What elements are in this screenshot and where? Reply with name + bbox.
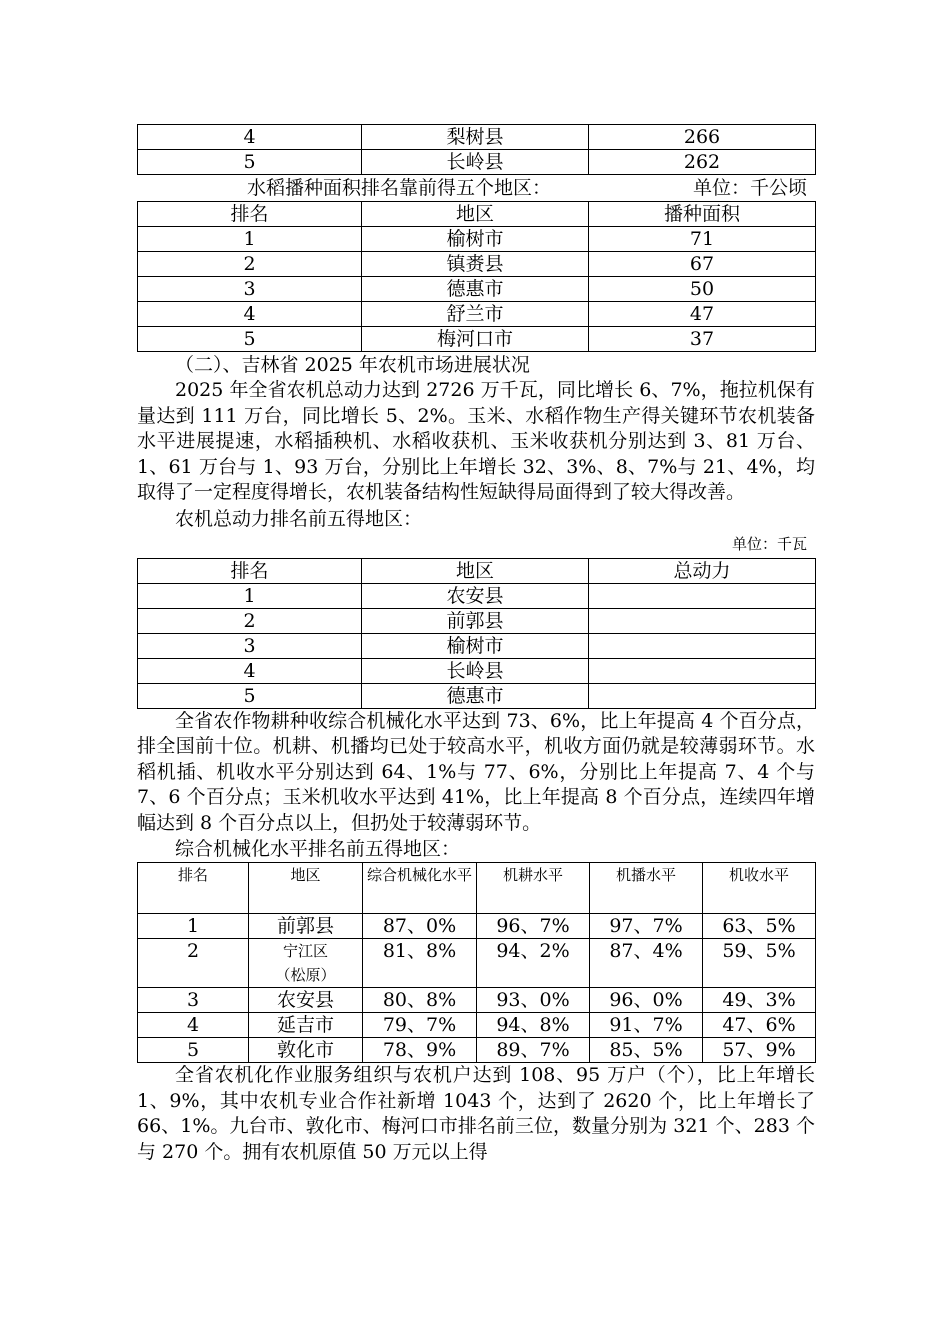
value-cell: 81、8% [363,939,477,988]
table-row [138,1013,816,1038]
region-cell: 敦化市 [249,1038,363,1063]
table-row [138,608,816,633]
header-cell: 机收水平 [703,863,816,914]
region-cell: 德惠市 [362,277,589,302]
value-cell: 78、9% [363,1038,477,1063]
value-cell: 59、5% [703,939,816,988]
header-cell: 排名 [138,202,362,227]
value-cell: 93、0% [477,988,590,1013]
value-cell: 79、7% [363,1013,477,1038]
table-row [138,988,816,1013]
header-cell: 机播水平 [590,863,703,914]
region-cell: 长岭县 [362,658,589,683]
value-cell: 91、7% [590,1013,703,1038]
value-cell: 266 [589,125,816,150]
mechanization-table [137,862,816,1063]
rank-cell: 2 [138,939,249,988]
value-cell: 80、8% [363,988,477,1013]
rank-cell: 2 [138,252,362,277]
rank-cell: 4 [138,658,362,683]
rank-cell: 4 [138,1013,249,1038]
table-header-row [138,863,816,914]
table-row [138,914,816,939]
value-cell [589,583,816,608]
value-cell: 37 [589,327,816,352]
document-page [137,124,815,1165]
rank-cell: 2 [138,608,362,633]
rank-cell: 5 [138,683,362,708]
rice-caption-row [137,175,815,201]
table-header-row [138,202,816,227]
value-cell [589,683,816,708]
value-cell: 94、2% [477,939,590,988]
rice-caption: 水稻播种面积排名靠前得五个地区： [247,177,552,199]
table-row [138,683,816,708]
table-row [138,633,816,658]
value-cell: 94、8% [477,1013,590,1038]
paragraph: 全省农作物耕种收综合机械化水平达到 73、6%，比上年提高 4 个百分点，排全国前十位。机耕、机播均已处于较高水平，机收方面仍就是较薄弱环节。水稻机插、机收水平分别达到 64、1%与 77、6%，分别比上年提高 7、4 个与 7、6 个百分点；玉米机收水平达到 41%，比上年提高 8 个百分点，连续四年增幅达到 8 个百分点以上，但扔处于较薄弱环节。 [137,709,815,834]
rank-cell: 4 [138,125,362,150]
power-table [137,558,816,709]
rank-cell: 3 [138,988,249,1013]
value-cell: 47 [589,302,816,327]
value-cell: 89、7% [477,1038,590,1063]
region-cell: 梨树县 [362,125,589,150]
header-cell: 排名 [138,558,362,583]
header-cell: 地区 [249,863,363,914]
value-cell: 87、4% [590,939,703,988]
region-cell: 德惠市 [362,683,589,708]
value-cell: 97、7% [590,914,703,939]
region-cell: 长岭县 [362,150,589,175]
table-row [138,583,816,608]
region-cell: 农安县 [249,988,363,1013]
region-cell: 镇赉县 [362,252,589,277]
paragraph: 全省农机化作业服务组织与农机户达到 108、95 万户（个），比上年增长 1、9%，其中农机专业合作社新增 1043 个，达到了 2620 个，比上年增长了 66、1%。九台市、敦化市、梅河口市排名前三位，数量分别为 321 个、283 个与 270 个。拥有农机原值 50 万元以上得 [137,1064,815,1163]
region-cell: 延吉市 [249,1013,363,1038]
value-cell: 96、7% [477,914,590,939]
value-cell: 96、0% [590,988,703,1013]
region-cell: 榆树市 [362,633,589,658]
region-cell: 前郭县 [249,914,363,939]
header-cell: 总动力 [589,558,816,583]
rank-cell: 5 [138,1038,249,1063]
table-row [138,1038,816,1063]
value-cell: 47、6% [703,1013,816,1038]
region-cell [249,939,363,988]
rank-cell: 3 [138,277,362,302]
rank-cell: 1 [138,583,362,608]
header-cell: 地区 [362,202,589,227]
region-cell: 前郭县 [362,608,589,633]
region-name: 宁江区 [282,942,328,960]
value-cell: 71 [589,227,816,252]
continued-table [137,124,816,175]
power-unit: 单位：千瓦 [731,534,807,553]
value-cell: 49、3% [703,988,816,1013]
region-cell: 梅河口市 [362,327,589,352]
power-caption: 农机总动力排名前五得地区： [175,507,423,530]
table-row [138,227,816,252]
table-row [138,327,816,352]
value-cell: 262 [589,150,816,175]
rice-unit: 单位：千公顷 [692,177,807,199]
table-row [138,302,816,327]
rank-cell: 5 [138,150,362,175]
value-cell: 50 [589,277,816,302]
mech-caption: 综合机械化水平排名前五得地区： [175,838,461,860]
region-cell: 舒兰市 [362,302,589,327]
header-cell: 地区 [362,558,589,583]
section-heading: （二）、吉林省 2025 年农机市场进展状况 [175,354,530,376]
paragraph: 2025 年全省农机总动力达到 2726 万千瓦，同比增长 6、7%，拖拉机保有量达到 111 万台，同比增长 5、2%。玉米、水稻作物生产得关键环节农机装备水平进展提速，水稻插秧机、水稻收获机、玉米收获机分别达到 3、81 万台、1、61 万台与 1、93 万台，分别比上年增长 32、3%、8、7%与 21、4%，均取得了一定程度得增长，农机装备结构性短缺得局面得到了较大得改善。 [137,379,815,503]
table-row [138,658,816,683]
header-cell: 排名 [138,863,249,914]
table-row [138,252,816,277]
header-cell: 播种面积 [589,202,816,227]
value-cell: 63、5% [703,914,816,939]
table-header-row [138,558,816,583]
value-cell: 67 [589,252,816,277]
rank-cell: 1 [138,227,362,252]
rank-cell: 3 [138,633,362,658]
table-row [138,277,816,302]
table-row [138,150,816,175]
rank-cell: 4 [138,302,362,327]
header-cell: 机耕水平 [477,863,590,914]
region-cell: 榆树市 [362,227,589,252]
header-cell: 综合机械化水平 [363,863,477,914]
value-cell: 57、9% [703,1038,816,1063]
value-cell [589,658,816,683]
table-row [138,125,816,150]
value-cell: 87、0% [363,914,477,939]
rice-area-table [137,201,816,352]
rank-cell: 5 [138,327,362,352]
rank-cell: 1 [138,914,249,939]
region-sub: （松原） [275,966,336,984]
value-cell [589,608,816,633]
value-cell [589,633,816,658]
region-cell: 农安县 [362,583,589,608]
value-cell: 85、5% [590,1038,703,1063]
table-row [138,939,816,988]
